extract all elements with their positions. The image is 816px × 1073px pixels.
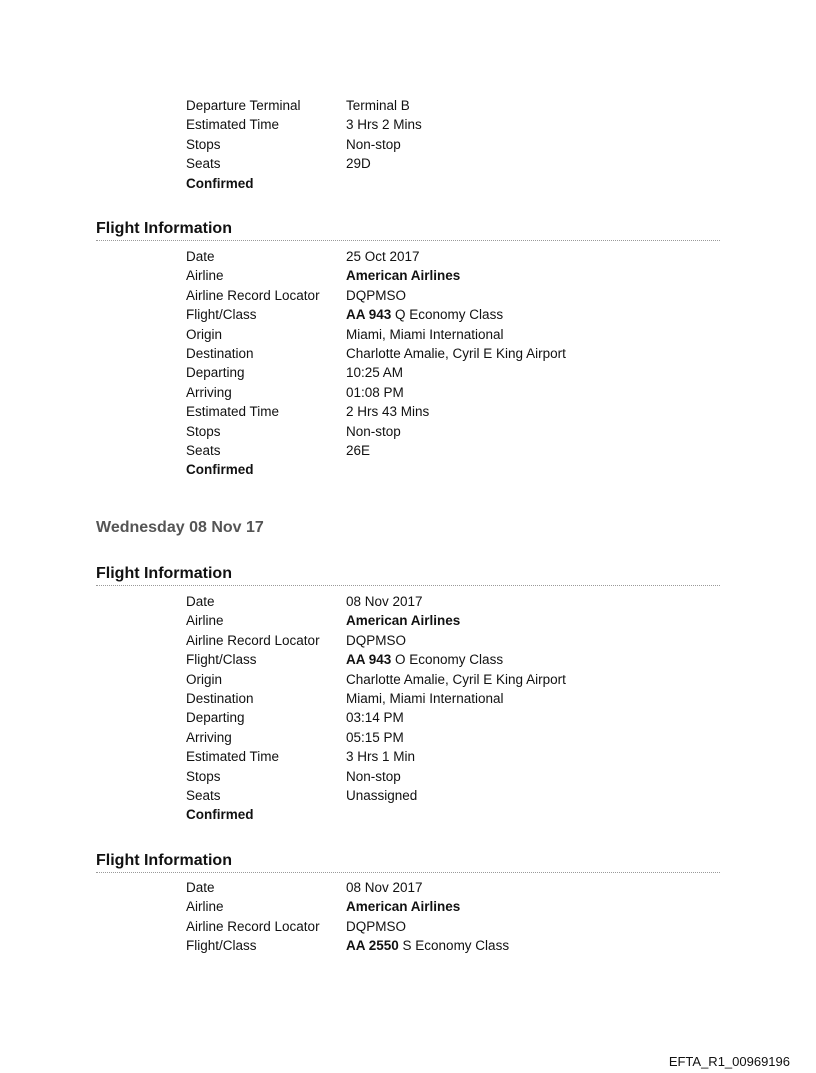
field-label: Flight/Class — [186, 652, 257, 668]
field-value: Non-stop — [346, 136, 401, 152]
detail-row — [0, 878, 816, 897]
field-value: 2 Hrs 43 Mins — [346, 404, 430, 420]
field-label: Stops — [186, 136, 221, 152]
detail-row — [0, 592, 816, 611]
airline-name: American Airlines — [346, 899, 461, 915]
field-label: Destination — [186, 690, 254, 706]
flight-class: O Economy Class — [391, 652, 504, 668]
detail-row — [0, 708, 816, 727]
field-value: 3 Hrs 1 Min — [346, 749, 416, 765]
field-label: Flight/Class — [186, 307, 257, 323]
field-value: Terminal B — [346, 98, 410, 113]
field-label: Origin — [186, 671, 223, 687]
flight-number: AA 943 — [346, 307, 392, 323]
detail-row — [0, 96, 816, 115]
field-label: Destination — [186, 345, 254, 361]
field-value: Non-stop — [346, 423, 401, 439]
field-value: DQPMSO — [346, 918, 407, 934]
field-label: Departing — [186, 710, 245, 726]
field-value: DQPMSO — [346, 287, 407, 303]
flight-details-3 — [0, 878, 816, 956]
field-value: Miami, Miami International — [346, 326, 504, 342]
flight-details-1 — [0, 247, 816, 480]
field-value — [346, 305, 503, 324]
segment-continued — [0, 96, 816, 193]
detail-row — [0, 441, 816, 460]
detail-row — [0, 650, 816, 669]
field-label: Departing — [186, 365, 245, 381]
detail-row — [0, 325, 816, 344]
field-label: Airline — [186, 268, 224, 284]
field-label: Airline Record Locator — [186, 918, 320, 934]
field-value — [346, 897, 460, 916]
field-value: 3 Hrs 2 Mins — [346, 117, 422, 133]
section-title: Flight Information — [96, 851, 720, 873]
flight-class: Q Economy Class — [391, 307, 504, 323]
field-value: 08 Nov 2017 — [346, 880, 423, 895]
detail-row — [0, 154, 816, 173]
field-label: Stops — [186, 768, 221, 784]
field-value: 26E — [346, 442, 371, 458]
airline-name: American Airlines — [346, 268, 461, 284]
status-confirmed: Confirmed — [186, 807, 254, 823]
field-value: Miami, Miami International — [346, 690, 504, 706]
detail-row — [0, 936, 816, 955]
flight-number: AA 943 — [346, 652, 392, 668]
field-label: Airline Record Locator — [186, 287, 320, 303]
status-confirmed: Confirmed — [186, 175, 254, 191]
field-value: Non-stop — [346, 768, 401, 784]
field-label: Origin — [186, 326, 223, 342]
field-value: 08 Nov 2017 — [346, 594, 423, 609]
field-label: Estimated Time — [186, 404, 280, 420]
field-label: Date — [186, 594, 215, 609]
detail-row — [0, 917, 816, 936]
flight-class: S Economy Class — [398, 938, 510, 954]
field-label: Date — [186, 249, 215, 264]
section-title: Flight Information — [96, 564, 720, 586]
field-value: DQPMSO — [346, 632, 407, 648]
detail-row — [0, 402, 816, 421]
detail-row — [0, 247, 816, 266]
field-value — [346, 650, 503, 669]
detail-row — [0, 135, 816, 154]
detail-row — [0, 286, 816, 305]
field-value — [346, 936, 509, 955]
document-id: EFTA_R1_00969196 — [668, 1054, 790, 1069]
detail-row — [0, 611, 816, 630]
field-label: Flight/Class — [186, 938, 257, 954]
field-value: 03:14 PM — [346, 710, 404, 726]
detail-row — [0, 728, 816, 747]
field-label: Seats — [186, 787, 221, 803]
field-value: Charlotte Amalie, Cyril E King Airport — [346, 671, 566, 687]
field-label: Arriving — [186, 384, 232, 400]
field-label: Date — [186, 880, 215, 895]
detail-row — [0, 897, 816, 916]
field-value — [346, 266, 460, 285]
status-row — [0, 805, 816, 824]
field-label: Stops — [186, 423, 221, 439]
detail-row — [0, 363, 816, 382]
field-value: 25 Oct 2017 — [346, 249, 420, 264]
detail-row — [0, 115, 816, 134]
detail-row — [0, 689, 816, 708]
detail-row — [0, 786, 816, 805]
field-label: Estimated Time — [186, 117, 280, 133]
status-confirmed: Confirmed — [186, 462, 254, 478]
field-label: Seats — [186, 156, 221, 172]
detail-row — [0, 631, 816, 650]
field-value: 29D — [346, 156, 371, 172]
field-label: Estimated Time — [186, 749, 280, 765]
detail-row — [0, 767, 816, 786]
airline-name: American Airlines — [346, 613, 461, 629]
flight-number: AA 2550 — [346, 938, 399, 954]
field-label: Airline Record Locator — [186, 632, 320, 648]
field-value: 01:08 PM — [346, 384, 404, 400]
detail-row — [0, 266, 816, 285]
detail-row — [0, 383, 816, 402]
day-heading: Wednesday 08 Nov 17 — [96, 519, 264, 536]
field-value: Unassigned — [346, 787, 418, 803]
field-value: 05:15 PM — [346, 729, 404, 745]
detail-row — [0, 747, 816, 766]
field-value: Charlotte Amalie, Cyril E King Airport — [346, 345, 566, 361]
field-value: 10:25 AM — [346, 365, 404, 381]
field-label: Airline — [186, 899, 224, 915]
status-row — [0, 174, 816, 193]
field-label: Airline — [186, 613, 224, 629]
detail-row — [0, 344, 816, 363]
section-title: Flight Information — [96, 219, 720, 241]
field-label: Seats — [186, 442, 221, 458]
field-value — [346, 611, 460, 630]
status-row — [0, 460, 816, 479]
flight-details-2 — [0, 592, 816, 825]
detail-row — [0, 670, 816, 689]
field-label: Arriving — [186, 729, 232, 745]
field-label: Departure Terminal — [186, 98, 301, 113]
detail-row — [0, 422, 816, 441]
detail-row — [0, 305, 816, 324]
